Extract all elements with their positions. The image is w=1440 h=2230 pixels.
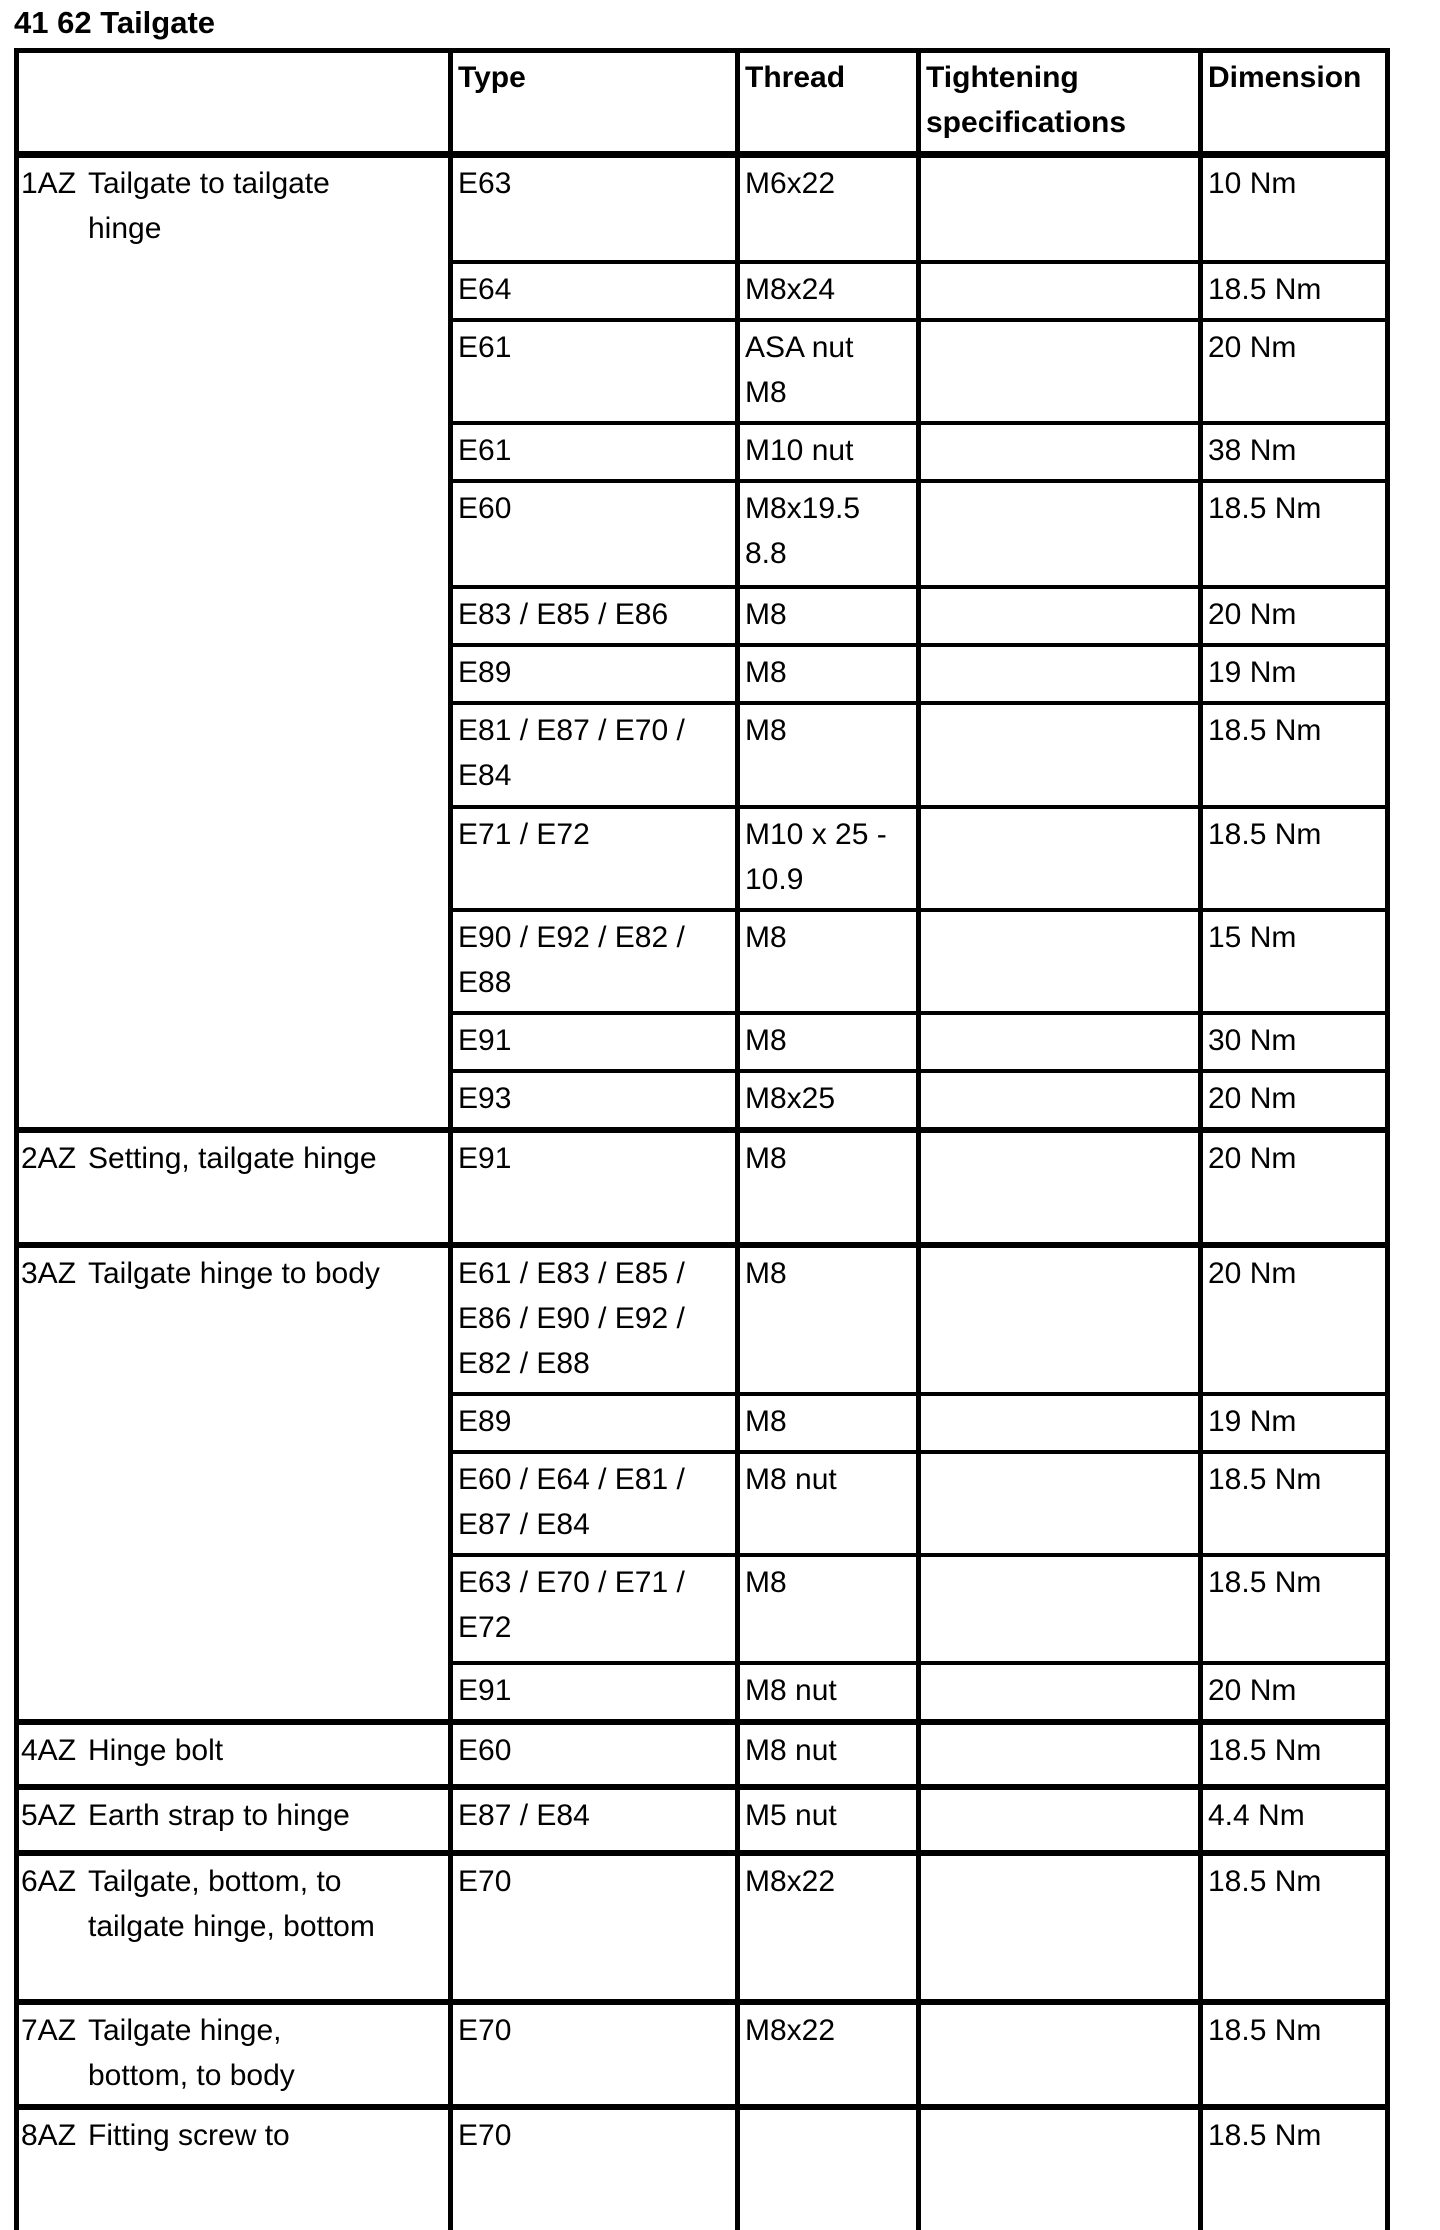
- cell-type: E61: [453, 425, 740, 479]
- cell-thread: M8x24: [740, 264, 921, 318]
- cell-tightening: [921, 589, 1203, 643]
- cell-thread: M6x22: [740, 158, 921, 260]
- page-title: 41 62 Tailgate: [14, 5, 216, 40]
- section-rows: [453, 2110, 1385, 2230]
- cell-thread: M8: [740, 912, 921, 1011]
- header-cell-thread: Thread: [740, 53, 921, 151]
- cell-tightening: [921, 2005, 1203, 2104]
- table-row: [453, 643, 1385, 701]
- section-label-cell: [19, 1790, 453, 1850]
- table-row: [453, 318, 1385, 421]
- cell-tightening: [921, 705, 1203, 805]
- cell-type: E93: [453, 1073, 740, 1127]
- cell-thread: M8 nut: [740, 1665, 921, 1719]
- cell-dimension: 20 Nm: [1208, 1082, 1297, 1115]
- table-row: [453, 701, 1385, 805]
- cell-type: E70: [453, 2005, 740, 2104]
- cell-tightening: [921, 1790, 1203, 1850]
- section-label-cell: [19, 158, 453, 1127]
- cell-type: E91: [453, 1015, 740, 1069]
- section-rows: [453, 158, 1385, 1127]
- table-row: [453, 805, 1385, 908]
- cell-dimension: 10 Nm: [1208, 167, 1297, 200]
- cell-tightening: [921, 1454, 1203, 1553]
- section-label-cell: [19, 1725, 453, 1784]
- section-label-cell: [19, 1248, 453, 1719]
- cell-tightening: [921, 647, 1203, 701]
- table-row: [453, 1450, 1385, 1553]
- section-label-text: Tailgate hinge, bottom, to body: [88, 2014, 295, 2092]
- table-section-5az: [19, 1784, 1385, 1850]
- cell-type: E83 / E85 / E86: [453, 589, 740, 643]
- cell-type: E71 / E72: [453, 809, 740, 908]
- cell-dimension: 20 Nm: [1208, 1257, 1297, 1290]
- cell-tightening: [921, 912, 1203, 1011]
- table-section-1az: [19, 158, 1385, 1127]
- section-code: 2AZ: [21, 1142, 77, 1175]
- cell-tightening: [921, 1856, 1203, 1999]
- cell-tightening: [921, 1073, 1203, 1127]
- cell-type: E63: [453, 158, 740, 260]
- cell-thread: M8x25: [740, 1073, 921, 1127]
- section-code: 4AZ: [21, 1734, 77, 1767]
- header-cell-dimension: Dimension: [1208, 61, 1362, 94]
- section-label-cell: [19, 2005, 453, 2104]
- cell-type: E91: [453, 1665, 740, 1719]
- cell-dimension: 19 Nm: [1208, 1405, 1297, 1438]
- cell-tightening: [921, 809, 1203, 908]
- cell-type: E91: [453, 1133, 740, 1242]
- section-code: 5AZ: [21, 1799, 77, 1832]
- section-rows: [453, 1248, 1385, 1719]
- table-header-row: [19, 53, 1385, 158]
- cell-type: E70: [453, 2110, 740, 2230]
- cell-dimension: 18.5 Nm: [1208, 492, 1322, 525]
- section-rows: [453, 2005, 1385, 2104]
- section-label-text: Hinge bolt: [88, 1734, 224, 1767]
- table-row: [453, 1725, 1385, 1784]
- cell-type: E87 / E84: [453, 1790, 740, 1850]
- section-code: 6AZ: [21, 1865, 77, 1898]
- cell-dimension: 30 Nm: [1208, 1024, 1297, 1057]
- section-rows: [453, 1790, 1385, 1850]
- cell-thread: M8: [740, 647, 921, 701]
- table-row: [453, 1856, 1385, 1999]
- header-cell-type: Type: [453, 53, 740, 151]
- table-row: [453, 2005, 1385, 2104]
- table-section-7az: [19, 1999, 1385, 2104]
- table-row: [453, 585, 1385, 643]
- table-row: [453, 421, 1385, 479]
- cell-thread: M8: [740, 1015, 921, 1069]
- table-row: [453, 1011, 1385, 1069]
- section-label-text: Fitting screw to: [88, 2119, 290, 2152]
- table-section-6az: [19, 1850, 1385, 1999]
- cell-dimension: 18.5 Nm: [1208, 1734, 1322, 1767]
- section-label-text: Tailgate hinge to body: [88, 1257, 380, 1290]
- cell-dimension: 20 Nm: [1208, 1142, 1297, 1175]
- cell-type: E81 / E87 / E70 / E84: [453, 705, 740, 805]
- section-rows: [453, 1133, 1385, 1242]
- cell-tightening: [921, 2110, 1203, 2230]
- cell-tightening: [921, 1665, 1203, 1719]
- cell-thread: M8x22: [740, 2005, 921, 2104]
- cell-thread: M10 nut: [740, 425, 921, 479]
- section-label-text: Earth strap to hinge: [88, 1799, 350, 1832]
- cell-dimension: 20 Nm: [1208, 598, 1297, 631]
- section-code: 8AZ: [21, 2119, 77, 2152]
- cell-tightening: [921, 1015, 1203, 1069]
- table-section-8az: [19, 2104, 1385, 2230]
- cell-dimension: 18.5 Nm: [1208, 714, 1322, 747]
- cell-thread: M8: [740, 1396, 921, 1450]
- cell-dimension: 20 Nm: [1208, 1674, 1297, 1707]
- cell-thread: M8: [740, 1248, 921, 1392]
- cell-tightening: [921, 1725, 1203, 1784]
- table-row: [453, 2110, 1385, 2230]
- cell-tightening: [921, 264, 1203, 318]
- cell-type: E60: [453, 483, 740, 585]
- section-code: 3AZ: [21, 1257, 77, 1290]
- section-label-text: Tailgate, bottom, to tailgate hinge, bottom: [88, 1865, 375, 1943]
- cell-thread: M8: [740, 1133, 921, 1242]
- cell-thread: M5 nut: [740, 1790, 921, 1850]
- table-row: [453, 1392, 1385, 1450]
- header-cell-empty: [19, 53, 453, 151]
- cell-tightening: [921, 158, 1203, 260]
- table-row: [453, 1069, 1385, 1127]
- cell-thread: [740, 2110, 921, 2230]
- section-code: 7AZ: [21, 2014, 77, 2047]
- cell-tightening: [921, 1557, 1203, 1661]
- cell-dimension: 38 Nm: [1208, 434, 1297, 467]
- cell-dimension: 18.5 Nm: [1208, 1566, 1322, 1599]
- cell-type: E60 / E64 / E81 / E87 / E84: [453, 1454, 740, 1553]
- cell-tightening: [921, 425, 1203, 479]
- table-row: [453, 1553, 1385, 1661]
- cell-thread: M8: [740, 589, 921, 643]
- cell-thread: M8: [740, 705, 921, 805]
- cell-type: E61: [453, 322, 740, 421]
- cell-thread: M8: [740, 1557, 921, 1661]
- table-row: [453, 158, 1385, 260]
- cell-type: E89: [453, 1396, 740, 1450]
- cell-dimension: 18.5 Nm: [1208, 1865, 1322, 1898]
- cell-dimension: 18.5 Nm: [1208, 818, 1322, 851]
- table-row: [453, 479, 1385, 585]
- section-label-text: Setting, tailgate hinge: [88, 1142, 377, 1175]
- table-row: [453, 1133, 1385, 1242]
- cell-dimension: 18.5 Nm: [1208, 273, 1322, 306]
- table-row: [453, 908, 1385, 1011]
- cell-type: E70: [453, 1856, 740, 1999]
- table-row: [453, 1790, 1385, 1850]
- section-label-cell: [19, 1133, 453, 1242]
- cell-type: E90 / E92 / E82 / E88: [453, 912, 740, 1011]
- table-row: [453, 1248, 1385, 1392]
- cell-type: E64: [453, 264, 740, 318]
- cell-thread: M8x22: [740, 1856, 921, 1999]
- section-rows: [453, 1725, 1385, 1784]
- cell-tightening: [921, 322, 1203, 421]
- cell-type: E89: [453, 647, 740, 701]
- table-section-4az: [19, 1719, 1385, 1784]
- section-label-cell: [19, 1856, 453, 1999]
- section-rows: [453, 1856, 1385, 1999]
- section-label-text: Tailgate to tailgate hinge: [88, 167, 330, 245]
- cell-thread: ASA nut M8: [740, 322, 921, 421]
- cell-thread: M8 nut: [740, 1454, 921, 1553]
- cell-dimension: 18.5 Nm: [1208, 1463, 1322, 1496]
- table-section-2az: [19, 1127, 1385, 1242]
- cell-dimension: 4.4 Nm: [1208, 1799, 1305, 1832]
- cell-tightening: [921, 483, 1203, 585]
- cell-dimension: 18.5 Nm: [1208, 2014, 1322, 2047]
- cell-type: E60: [453, 1725, 740, 1784]
- header-cell-tightening: Tightening specifications: [921, 53, 1203, 151]
- section-code: 1AZ: [21, 167, 77, 200]
- cell-type: E61 / E83 / E85 / E86 / E90 / E92 / E82 / E88: [453, 1248, 740, 1392]
- cell-tightening: [921, 1248, 1203, 1392]
- cell-thread: M8x19.5 8.8: [740, 483, 921, 585]
- cell-type: E63 / E70 / E71 / E72: [453, 1557, 740, 1661]
- cell-dimension: 18.5 Nm: [1208, 2119, 1322, 2152]
- table-section-3az: [19, 1242, 1385, 1719]
- cell-dimension: 15 Nm: [1208, 921, 1297, 954]
- cell-thread: M8 nut: [740, 1725, 921, 1784]
- cell-dimension: 20 Nm: [1208, 331, 1297, 364]
- cell-tightening: [921, 1396, 1203, 1450]
- cell-dimension: 19 Nm: [1208, 656, 1297, 689]
- table-row: [453, 1661, 1385, 1719]
- table-row: [453, 260, 1385, 318]
- cell-thread: M10 x 25 - 10.9: [740, 809, 921, 908]
- section-label-cell: [19, 2110, 453, 2230]
- spec-table: [14, 48, 1390, 2230]
- cell-tightening: [921, 1133, 1203, 1242]
